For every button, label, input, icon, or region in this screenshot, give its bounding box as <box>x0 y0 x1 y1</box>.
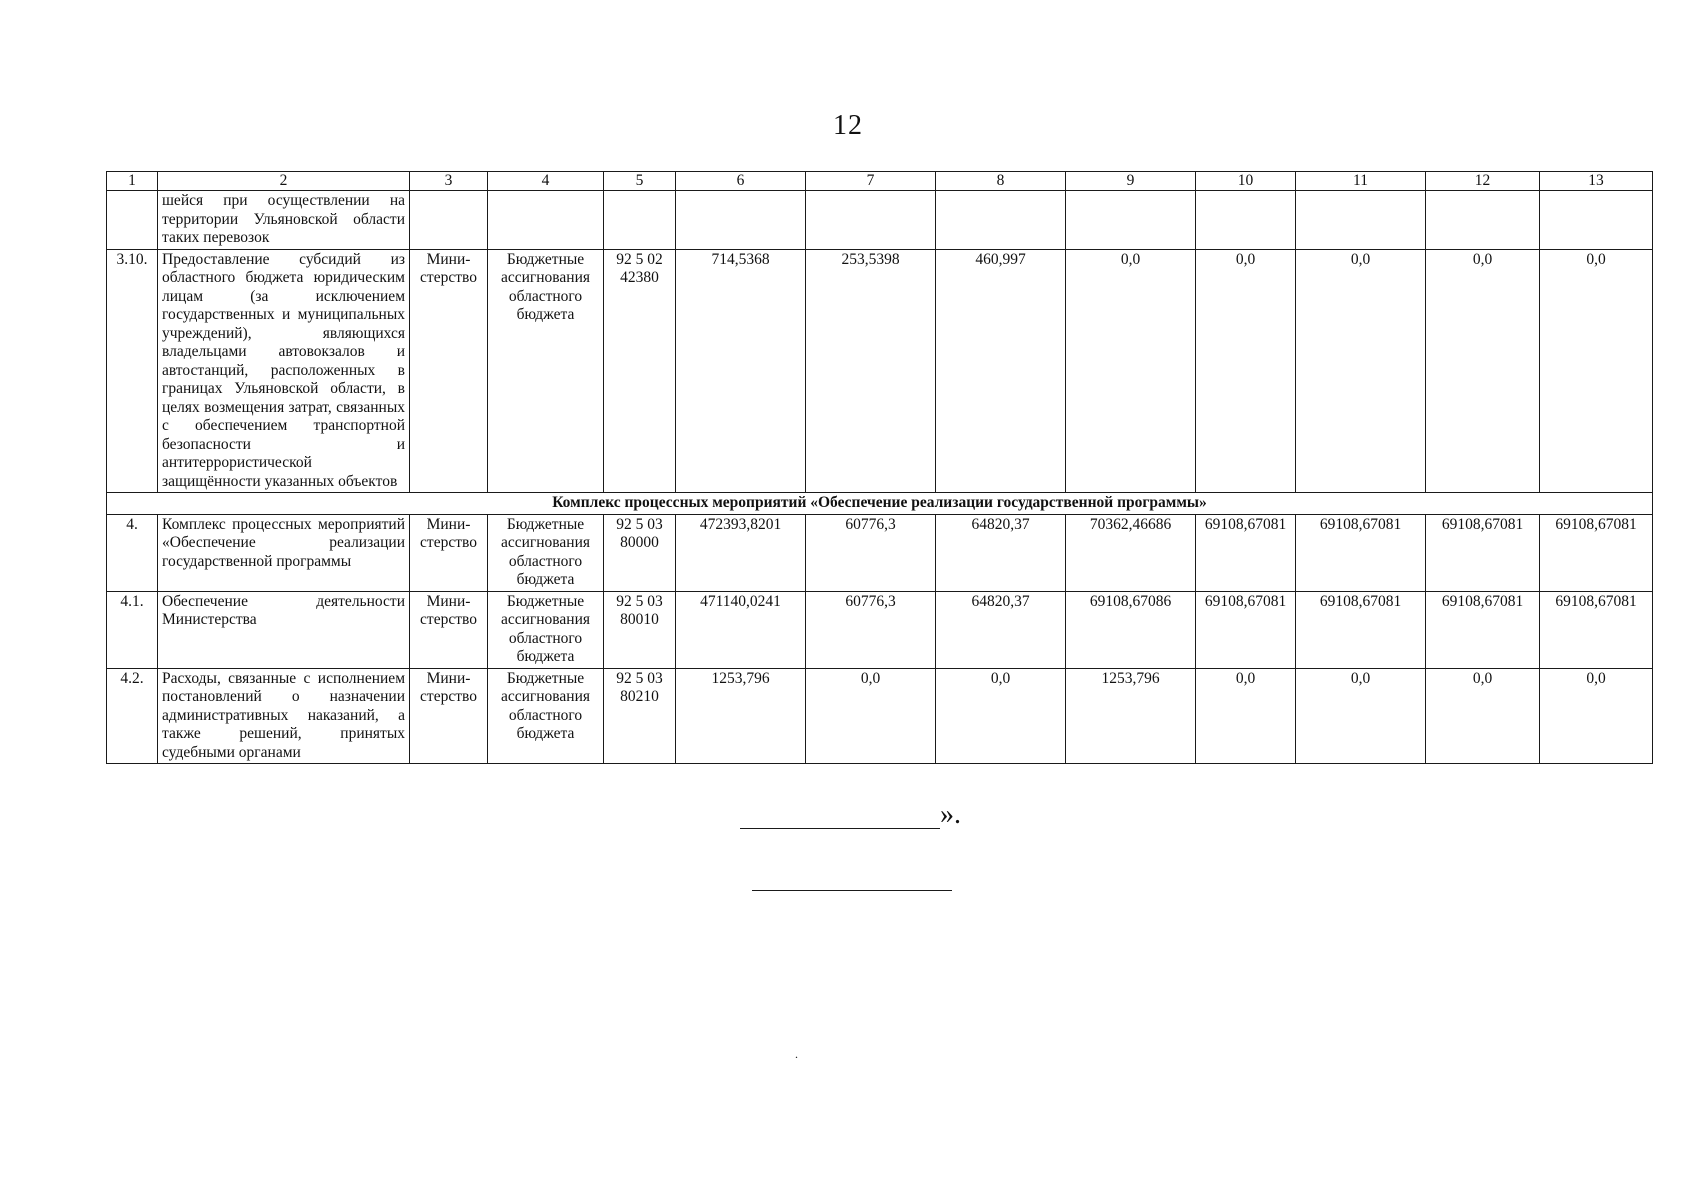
value-total: 472393,8201 <box>676 514 806 591</box>
value-cell: 0,0 <box>936 668 1066 764</box>
column-header: 6 <box>676 172 806 191</box>
column-header: 10 <box>1196 172 1296 191</box>
table-row <box>107 668 1653 764</box>
executor: Мини-стерство <box>410 249 488 493</box>
table-row <box>107 249 1653 493</box>
column-header: 7 <box>806 172 936 191</box>
column-number-row <box>107 172 1653 191</box>
value-cell: 69108,67081 <box>1296 591 1426 668</box>
executor: Мини-стерство <box>410 591 488 668</box>
activity-name: Комплекс процессных мероприятий «Обеспечение реализации государственной программы <box>158 514 410 591</box>
section-title: Комплекс процессных мероприятий «Обеспечение реализации государственной программы» <box>107 493 1653 515</box>
budget-code <box>604 191 676 250</box>
activity-name: Обеспечение деятельности Министерства <box>158 591 410 668</box>
executor: Мини-стерство <box>410 668 488 764</box>
closing-underline <box>740 804 940 829</box>
funding-source <box>488 191 604 250</box>
closing-quote <box>740 801 961 829</box>
section-heading-row <box>107 493 1653 515</box>
value-cell <box>1066 191 1196 250</box>
budget-table <box>106 171 1653 764</box>
funding-source: Бюджетные ассигнования областного бюджета <box>488 249 604 493</box>
value-cell: 69108,67081 <box>1540 591 1653 668</box>
value-cell: 69108,67081 <box>1426 591 1540 668</box>
value-cell: 64820,37 <box>936 591 1066 668</box>
column-header: 9 <box>1066 172 1196 191</box>
row-number: 3.10. <box>107 249 158 493</box>
value-cell: 0,0 <box>1296 668 1426 764</box>
value-cell: 69108,67081 <box>1426 514 1540 591</box>
column-header: 11 <box>1296 172 1426 191</box>
value-cell <box>806 191 936 250</box>
value-cell: 0,0 <box>1296 249 1426 493</box>
value-total: 714,5368 <box>676 249 806 493</box>
budget-code: 92 5 03 80000 <box>604 514 676 591</box>
executor: Мини-стерство <box>410 514 488 591</box>
value-cell: 253,5398 <box>806 249 936 493</box>
table-row <box>107 514 1653 591</box>
value-cell <box>1540 191 1653 250</box>
row-number: 4. <box>107 514 158 591</box>
activity-name: Расходы, связанные с исполнением постановлений о назначении административных наказаний, а также решений, принятых судебными органами <box>158 668 410 764</box>
value-cell <box>936 191 1066 250</box>
value-cell: 70362,46686 <box>1066 514 1196 591</box>
value-cell <box>1296 191 1426 250</box>
table-row <box>107 191 1653 250</box>
value-total <box>676 191 806 250</box>
row-number: 4.1. <box>107 591 158 668</box>
value-cell: 0,0 <box>1196 249 1296 493</box>
column-header: 5 <box>604 172 676 191</box>
row-number: 4.2. <box>107 668 158 764</box>
value-cell: 460,997 <box>936 249 1066 493</box>
column-header: 1 <box>107 172 158 191</box>
activity-name: шейся при осуществлении на территории Ульяновской области таких перевозок <box>158 191 410 250</box>
value-cell: 69108,67081 <box>1196 591 1296 668</box>
budget-code: 92 5 03 80010 <box>604 591 676 668</box>
value-cell: 64820,37 <box>936 514 1066 591</box>
row-number <box>107 191 158 250</box>
value-cell: 0,0 <box>1426 668 1540 764</box>
table-row <box>107 591 1653 668</box>
value-cell: 0,0 <box>806 668 936 764</box>
budget-code: 92 5 02 42380 <box>604 249 676 493</box>
value-cell: 69108,67081 <box>1196 514 1296 591</box>
page-number: 12 <box>833 110 863 141</box>
value-cell: 0,0 <box>1426 249 1540 493</box>
activity-name: Предоставление субсидий из областного бюджета юридическим лицам (за исключением государственных и муниципальных учреждений), являющихся владельцами автовокзалов и автостанций, расположенных в границах Ульяновской области, в целях возмещения затрат, связанных с обеспечением транспортной безопасности и антитеррористической защищённости указанных объектов <box>158 249 410 493</box>
value-cell: 0,0 <box>1540 668 1653 764</box>
value-cell: 69108,67081 <box>1296 514 1426 591</box>
value-cell: 60776,3 <box>806 514 936 591</box>
funding-source: Бюджетные ассигнования областного бюджета <box>488 591 604 668</box>
executor <box>410 191 488 250</box>
stray-dot: . <box>795 1047 798 1061</box>
closing-mark: ». <box>940 799 961 830</box>
value-cell <box>1196 191 1296 250</box>
column-header: 2 <box>158 172 410 191</box>
column-header: 13 <box>1540 172 1653 191</box>
value-cell: 60776,3 <box>806 591 936 668</box>
value-cell: 69108,67081 <box>1540 514 1653 591</box>
value-cell: 0,0 <box>1066 249 1196 493</box>
value-cell <box>1426 191 1540 250</box>
value-cell: 1253,796 <box>1066 668 1196 764</box>
value-cell: 0,0 <box>1196 668 1296 764</box>
column-header: 3 <box>410 172 488 191</box>
budget-code: 92 5 03 80210 <box>604 668 676 764</box>
value-cell: 69108,67086 <box>1066 591 1196 668</box>
value-cell: 0,0 <box>1540 249 1653 493</box>
funding-source: Бюджетные ассигнования областного бюджета <box>488 514 604 591</box>
column-header: 4 <box>488 172 604 191</box>
end-separator-line <box>752 890 952 891</box>
column-header: 8 <box>936 172 1066 191</box>
column-header: 12 <box>1426 172 1540 191</box>
funding-source: Бюджетные ассигнования областного бюджета <box>488 668 604 764</box>
value-total: 1253,796 <box>676 668 806 764</box>
value-total: 471140,0241 <box>676 591 806 668</box>
